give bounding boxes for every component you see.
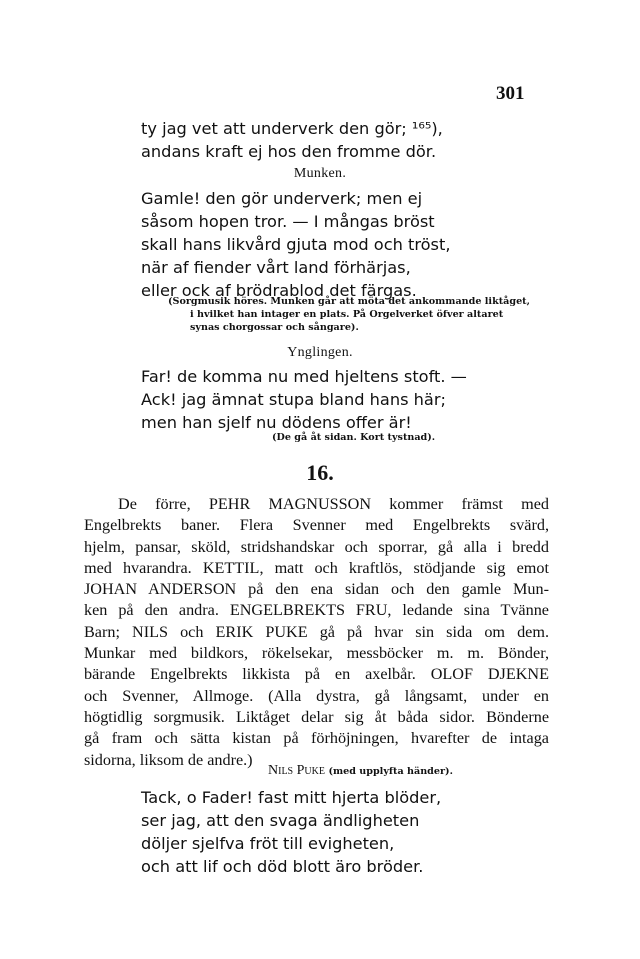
verse-line: ty jag vet att underverk den gör; ¹⁶⁵),	[141, 119, 443, 138]
prose-line: hjelm, pansar, sköld, stridshandskar och sporrar, gå alla i bredd	[84, 537, 549, 556]
verse-line: ser jag, att den svaga ändligheten	[141, 811, 420, 830]
prose-line: Barn; NILS och ERIK PUKE gå på hvar sin sida om dem.	[84, 622, 549, 641]
verse-line: när af fiender vårt land förhärjas,	[141, 258, 411, 277]
verse-line: andans kraft ej hos den fromme dör.	[141, 142, 437, 161]
verse-block-4	[0, 786, 640, 878]
verse-line: döljer sjelfva fröt till evigheten,	[141, 834, 395, 853]
page-number: 301	[496, 83, 525, 104]
speaker-ynglingen: Ynglingen.	[287, 345, 353, 360]
prose-line: bärande Engelbrekts likkista på en axelbår. OLOF DJEKNE	[84, 665, 549, 684]
speaker-name: Nils Puke	[268, 763, 325, 778]
stage-line: synas chorgossar och sångare).	[190, 322, 359, 333]
stage-direction-2: (De gå åt sidan. Kort tystnad).	[272, 432, 436, 443]
prose-line: sidorna, liksom de andre.)	[84, 750, 253, 769]
verse-line: Gamle! den gör underverk; men ej	[141, 189, 423, 208]
verse-line: skall hans likvård gjuta mod och tröst,	[141, 235, 451, 254]
scene-number: 16.	[306, 460, 334, 485]
stage-direction-1	[168, 295, 530, 334]
verse-line: Ack! jag ämnat stupa bland hans här;	[141, 390, 446, 409]
stage-line: (Sorgmusik höres. Munken går att möta det ankommande liktåget,	[168, 296, 530, 307]
verse-line: Tack, o Fader! fast mitt hjerta blöder,	[141, 788, 442, 807]
prose-line: ken på den andra. ENGELBREKTS FRU, ledande sina Tvänne	[84, 601, 549, 620]
verse-block-1	[0, 117, 640, 163]
prose-line: Munkar med bildkors, rökelsekar, messböcker m. m. Bönder,	[84, 644, 549, 663]
verse-line: och att lif och död blott äro bröder.	[141, 857, 424, 876]
verse-block-2	[0, 187, 640, 302]
prose-line: högtidlig sorgmusik. Liktåget delar sig åt båda sidor. Bönderne	[84, 707, 549, 726]
stage-line: i hvilket han intager en plats. På Orgelverket öfver altaret	[190, 309, 504, 320]
verse-line: men han sjelf nu dödens offer är!	[141, 413, 412, 432]
prose-line: med hvarandra. KETTIL, matt och kraftlös, stödjande sig emot	[84, 558, 549, 577]
prose-line: Engelbrekts baner. Flera Svenner med Engelbrekts svärd,	[84, 516, 549, 535]
prose-line: gå fram och sätta kistan på förhöjningen, hvarefter de intaga	[84, 729, 549, 748]
speaker-nils-puke	[268, 763, 453, 779]
verse-line: eller ock af brödrablod det färgas.	[141, 281, 417, 300]
verse-line: Far! de komma nu med hjeltens stoft. —	[141, 367, 467, 386]
verse-line: såsom hopen tror. — I mångas bröst	[141, 212, 435, 231]
verse-block-3	[0, 365, 640, 434]
speaker-direction: (med upplyfta händer).	[328, 766, 453, 777]
prose-line: och Svenner, Allmoge. (Alla dystra, gå långsamt, under en	[84, 686, 549, 705]
speaker-munken: Munken.	[293, 166, 347, 181]
scene-description	[84, 494, 549, 771]
prose-line: De förre, PEHR MAGNUSSON kommer främst med	[118, 495, 549, 513]
prose-line: JOHAN ANDERSON på den ena sidan och den gamle Mun-	[84, 580, 549, 599]
